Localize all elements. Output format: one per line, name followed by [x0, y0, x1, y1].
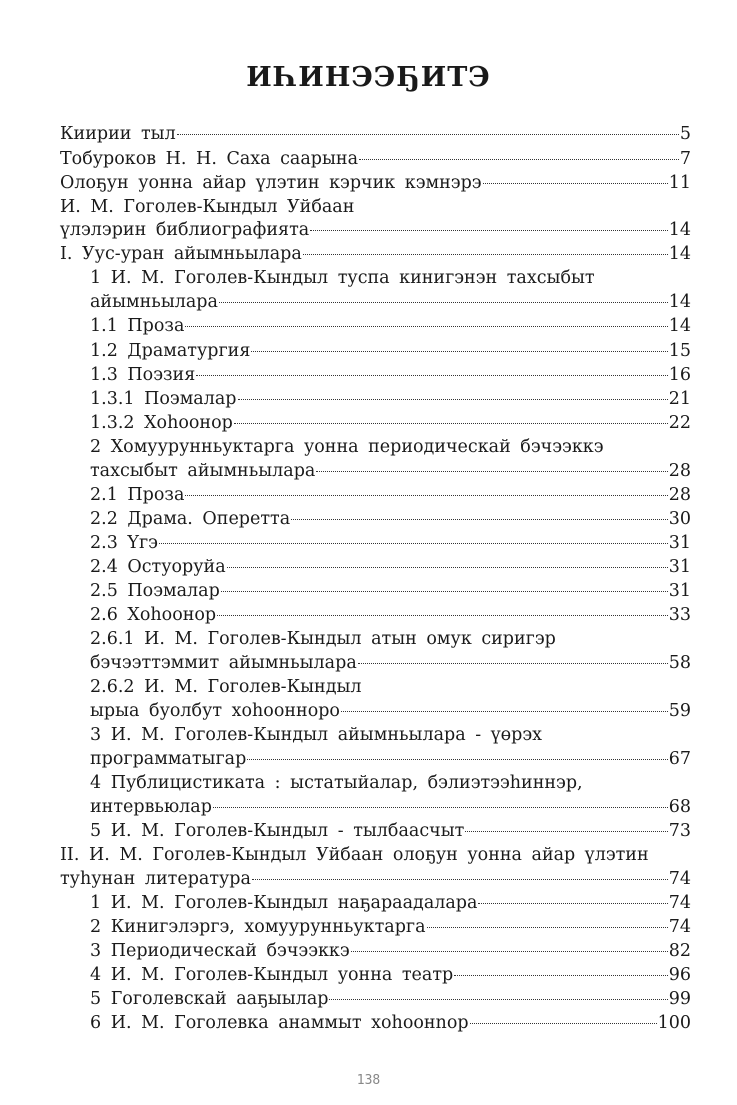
- toc-entry-page: 14: [668, 316, 691, 336]
- toc-entry-title: 2.2 Драма. Оперетта: [90, 509, 291, 529]
- leader-dots: [341, 711, 668, 712]
- leader-dots: [291, 519, 668, 520]
- toc-entry[interactable]: [90, 532, 691, 555]
- toc-entry-page: 73: [668, 821, 691, 841]
- toc-entry-wrap: [90, 267, 691, 290]
- toc-entry-title: 2.3 Үгэ: [90, 533, 158, 553]
- leader-dots: [351, 951, 668, 952]
- toc-entry-page: 14: [668, 244, 691, 264]
- toc-entry-page: 82: [668, 941, 691, 961]
- toc-entry-wrap: [90, 628, 691, 651]
- toc-entry-title: тахсыбыт айымньылара: [90, 461, 316, 481]
- toc-entry-wrap: [90, 676, 691, 699]
- leader-dots: [427, 927, 668, 928]
- toc-entry-page: 68: [668, 797, 691, 817]
- toc-entry-title: үлэлэрин библиографията: [60, 220, 310, 240]
- toc-entry[interactable]: [90, 1012, 691, 1035]
- leader-dots: [454, 975, 667, 976]
- toc-entry[interactable]: [90, 604, 691, 627]
- toc-entry-page: 74: [668, 917, 691, 937]
- toc-entry-page: 21: [668, 389, 691, 409]
- toc-entry[interactable]: [60, 123, 691, 146]
- toc-entry-title: Олоҕун уонна айар үлэтин кэрчик кэмнэрэ: [60, 173, 482, 193]
- toc-entry[interactable]: [60, 243, 691, 266]
- toc-entry-page: 15: [668, 341, 691, 361]
- toc-entry[interactable]: [90, 340, 691, 363]
- toc-entry-title: 2.6 Хоһоонор: [90, 605, 217, 625]
- toc-entry-page: 11: [668, 173, 691, 193]
- toc-entry[interactable]: [90, 820, 691, 843]
- toc-entry-title: 1.3.2 Хоһоонор: [90, 413, 233, 433]
- toc-entry-title: 2 Хомуурунньуктарга уонна периодическай бэчээккэ: [90, 437, 604, 457]
- toc-entry-title: 2.5 Поэмалар: [90, 581, 220, 601]
- toc-entry-page: 28: [668, 461, 691, 481]
- toc-entry-wrap: [90, 436, 691, 459]
- toc-entry[interactable]: [90, 580, 691, 603]
- toc-entry-title: 4 И. М. Гоголев-Кындыл уонна театр: [90, 965, 454, 985]
- leader-dots: [465, 831, 667, 832]
- toc-entry-page: 14: [668, 292, 691, 312]
- toc-entry[interactable]: [60, 172, 691, 195]
- toc-entry-page: 5: [679, 124, 691, 144]
- toc-entry-title: 3 И. М. Гоголев-Кындыл айымньылара - үөрэх: [90, 725, 542, 745]
- toc-entry-page: 59: [668, 701, 691, 721]
- toc-entry-title: I. Уус-уран айымньылара: [60, 244, 302, 264]
- toc-entry-title: 4 Публицистиката : ыстатыйалар, бэлиэтээһиннэр,: [90, 773, 583, 793]
- toc-entry-page: 31: [668, 557, 691, 577]
- toc-entry[interactable]: [90, 388, 691, 411]
- toc-entry-page: 22: [668, 413, 691, 433]
- toc-entry-title: 5 И. М. Гоголев-Кындыл - тылбаасчыт: [90, 821, 465, 841]
- toc-entry-title: 2.4 Остуоруйа: [90, 557, 226, 577]
- toc-entry[interactable]: [90, 748, 691, 771]
- toc-entry-title: 2.1 Проза: [90, 485, 185, 505]
- leader-dots: [227, 567, 668, 568]
- toc-entry-page: 67: [668, 749, 691, 769]
- toc-entry-wrap: [60, 196, 691, 219]
- toc-entry-wrap: [90, 724, 691, 747]
- toc-entry-title: 2.6.2 И. М. Гоголев-Кындыл: [90, 677, 362, 697]
- toc-entry[interactable]: [90, 988, 691, 1011]
- leader-dots: [185, 326, 667, 327]
- page-number: 138: [356, 1073, 381, 1088]
- leader-dots: [470, 1023, 657, 1024]
- leader-dots: [185, 495, 667, 496]
- toc-entry-title: 3 Периодическай бэчээккэ: [90, 941, 350, 961]
- toc-entry-title: И. М. Гоголев-Кындыл Уйбаан: [60, 197, 355, 217]
- toc-entry-page: 30: [668, 509, 691, 529]
- toc-entry[interactable]: [90, 652, 691, 675]
- toc-entry-title: туһунан литература: [60, 869, 251, 889]
- toc-entry-title: ырыа буолбут хоһоонноро: [90, 701, 340, 721]
- toc-entry-title: айымньылара: [90, 292, 218, 312]
- leader-dots: [478, 903, 667, 904]
- toc-entry[interactable]: [90, 412, 691, 435]
- toc-entry-title: Тобуроков Н. Н. Саха саарына: [60, 149, 359, 169]
- toc-entry[interactable]: [60, 219, 691, 242]
- toc-entry-page: 16: [668, 365, 691, 385]
- toc-entry[interactable]: [90, 916, 691, 939]
- leader-dots: [359, 159, 679, 160]
- toc-entry-page: 96: [668, 965, 691, 985]
- toc-entry-page: 74: [668, 869, 691, 889]
- toc-entry-page: 28: [668, 485, 691, 505]
- toc-entry-title: 5 Гоголевскай ааҕыылар: [90, 989, 329, 1009]
- toc-entry-page: 7: [679, 149, 691, 169]
- leader-dots: [252, 879, 668, 880]
- toc-entry[interactable]: [60, 868, 691, 891]
- leader-dots: [329, 999, 667, 1000]
- page-title: ИҺИНЭЭҔИТЭ: [246, 62, 491, 93]
- leader-dots: [217, 615, 668, 616]
- toc-entry-page: 31: [668, 533, 691, 553]
- toc-entry[interactable]: [60, 148, 691, 171]
- toc-entry-title: 6 И. М. Гоголевка анаммыт хоһоонnор: [90, 1013, 469, 1033]
- toc-entry[interactable]: [90, 940, 691, 963]
- toc-entry[interactable]: [90, 796, 691, 819]
- leader-dots: [238, 399, 668, 400]
- toc-entry-title: 1.1 Проза: [90, 316, 185, 336]
- toc-entry[interactable]: [90, 700, 691, 723]
- toc-entry-page: 74: [668, 893, 691, 913]
- toc-entry-title: II. И. М. Гоголев-Кындыл Уйбаан олоҕун уонна айар үлэтин: [60, 845, 649, 865]
- toc-entry[interactable]: [90, 364, 691, 387]
- toc-entry-title: программатыгар: [90, 749, 247, 769]
- leader-dots: [177, 134, 679, 135]
- leader-dots: [213, 807, 668, 808]
- toc-entry-title: 1.3.1 Поэмалар: [90, 389, 237, 409]
- toc-entry-page: 58: [668, 653, 691, 673]
- toc-entry-title: Киирии тыл: [60, 124, 176, 144]
- leader-dots: [247, 759, 667, 760]
- leader-dots: [196, 375, 667, 376]
- leader-dots: [316, 471, 667, 472]
- toc-entry-page: 14: [668, 220, 691, 240]
- toc-entry-title: 2.6.1 И. М. Гоголев-Кындыл атын омук сиригэр: [90, 629, 556, 649]
- toc-entry-title: интервьюлар: [90, 797, 212, 817]
- leader-dots: [358, 663, 668, 664]
- leader-dots: [234, 423, 668, 424]
- toc-entry[interactable]: [90, 964, 691, 987]
- toc-entry[interactable]: [90, 291, 691, 314]
- leader-dots: [221, 591, 668, 592]
- toc-entry[interactable]: [90, 556, 691, 579]
- toc-entry-title: 1 И. М. Гоголев-Кындыл туспа кинигэнэн тахсыбыт: [90, 268, 595, 288]
- toc-entry-page: 100: [657, 1013, 691, 1033]
- toc-entry[interactable]: [90, 508, 691, 531]
- toc-entry-page: 99: [668, 989, 691, 1009]
- leader-dots: [159, 543, 668, 544]
- toc-entry-title: бэчээттэммит айымньылара: [90, 653, 357, 673]
- toc-entry-title: 1.3 Поэзия: [90, 365, 196, 385]
- toc-entry-title: 1 И. М. Гоголев-Кындыл наҕараадалара: [90, 893, 478, 913]
- leader-dots: [303, 254, 668, 255]
- toc-entry-page: 31: [668, 581, 691, 601]
- leader-dots: [483, 183, 668, 184]
- toc-entry-title: 2 Кинигэлэргэ, хомуурунньуктарга: [90, 917, 426, 937]
- leader-dots: [219, 302, 668, 303]
- toc-entry[interactable]: [90, 460, 691, 483]
- toc-entry[interactable]: [90, 315, 691, 338]
- toc-entry-wrap: [60, 844, 691, 867]
- toc-entry[interactable]: [90, 892, 691, 915]
- toc-entry-page: 33: [668, 605, 691, 625]
- toc-entry[interactable]: [90, 484, 691, 507]
- toc-entry-wrap: [90, 772, 691, 795]
- leader-dots: [310, 230, 668, 231]
- leader-dots: [251, 351, 667, 352]
- toc-entry-title: 1.2 Драматургия: [90, 341, 251, 361]
